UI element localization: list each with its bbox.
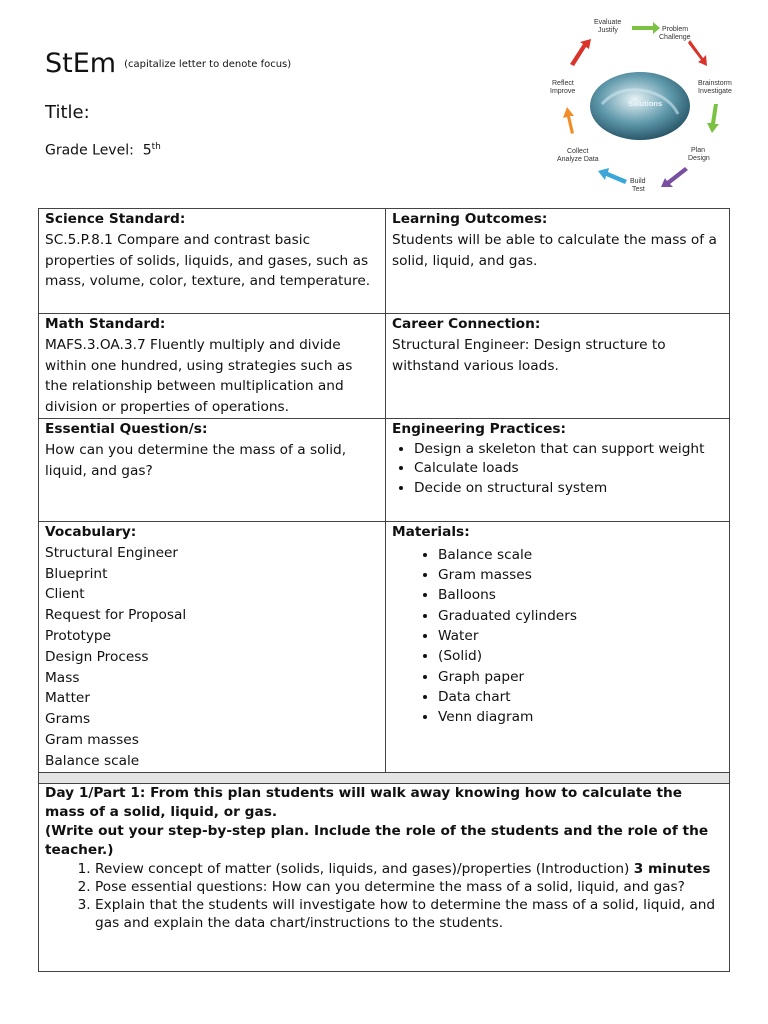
step-reflect-2: Improve xyxy=(550,88,576,95)
step-evaluate-2: Justify xyxy=(598,27,618,34)
header-stem xyxy=(45,48,291,79)
engineering-practices-heading: Engineering Practices: xyxy=(392,421,567,437)
career-connection-cell xyxy=(386,314,730,419)
math-standard-text: MAFS.3.OA.3.7 Fluently multiply and divide within one hundred, using strategies such as the relationship between multiplication and division or properties of operations. xyxy=(45,336,353,416)
list-item xyxy=(95,896,723,932)
list-item: Gram masses xyxy=(45,731,139,748)
career-connection-text: Structural Engineer: Design structure to withstand various loads. xyxy=(392,336,666,374)
step-text: Explain that the students will investigate how to determine the mass of a solid, liquid, and gas and explain the data chart/instructions to the students. xyxy=(95,896,716,931)
step-evaluate-1: Evaluate xyxy=(594,19,622,26)
list-item: • Data chart xyxy=(438,687,723,707)
math-standard-heading: Math Standard: xyxy=(45,316,166,332)
essential-question-heading: Essential Question/s: xyxy=(45,421,208,437)
essential-question-text: How can you determine the mass of a solid, liquid, and gas? xyxy=(45,441,347,479)
list-item: Request for Proposal xyxy=(45,607,187,624)
list-item xyxy=(95,878,723,896)
stem-note: (capitalize letter to denote focus) xyxy=(124,59,292,70)
day-plan-steps xyxy=(45,860,723,932)
day-plan-heading: Day 1/Part 1: From this plan students will walk away knowing how to calculate the mass of a solid, liquid, or gas. xyxy=(45,784,683,820)
grade-label: Grade Level: xyxy=(45,142,134,159)
learning-outcomes-cell xyxy=(386,209,730,314)
engineering-practices-list xyxy=(392,440,723,499)
step-plan-1: Plan xyxy=(691,147,706,154)
materials-list xyxy=(392,545,723,728)
list-item: Balance scale xyxy=(45,752,140,769)
step-duration: 3 minutes xyxy=(633,860,711,877)
list-item: Prototype xyxy=(45,627,112,644)
materials-heading: Materials: xyxy=(392,524,470,540)
title-label: Title: xyxy=(45,102,90,123)
science-standard-cell xyxy=(39,209,386,314)
grade-suffix: th xyxy=(151,142,161,152)
design-process-cycle xyxy=(540,14,740,199)
vocabulary-heading: Vocabulary: xyxy=(45,524,137,540)
learning-outcomes-heading: Learning Outcomes: xyxy=(392,211,548,227)
list-item: • Balance scale xyxy=(438,545,723,565)
learning-outcomes-text: Students will be able to calculate the mass of a solid, liquid, and gas. xyxy=(392,231,717,269)
day-plan-subheading: (Write out your step-by-step plan. Include the role of the students and the role of the teacher.) xyxy=(45,822,709,858)
list-item: Mass xyxy=(45,669,80,686)
step-collect-1: Collect xyxy=(567,148,589,155)
list-item: • Gram masses xyxy=(438,565,723,585)
step-brainstorm-2: Investigate xyxy=(698,88,732,95)
step-problem-2: Challenge xyxy=(659,34,691,41)
vocabulary-cell xyxy=(39,522,386,773)
arrow-purple xyxy=(661,167,688,187)
career-connection-heading: Career Connection: xyxy=(392,316,541,332)
arrow-green-top xyxy=(632,22,660,34)
arrow-blue xyxy=(598,168,627,184)
step-build-1: Build xyxy=(630,178,646,185)
arrow-green-right xyxy=(707,104,719,133)
section-divider xyxy=(39,772,730,783)
materials-cell xyxy=(386,522,730,773)
list-item: • Graduated cylinders xyxy=(438,606,723,626)
step-build-2: Test xyxy=(632,186,645,193)
list-item: Structural Engineer xyxy=(45,544,179,561)
engineering-practices-cell xyxy=(386,419,730,522)
list-item: Client xyxy=(45,586,85,603)
list-item: • Graph paper xyxy=(438,667,723,687)
lesson-plan-table xyxy=(38,208,730,972)
step-text: Review concept of matter (solids, liquids, and gases)/properties (Introduction) xyxy=(95,860,634,877)
list-item: Grams xyxy=(45,711,91,728)
list-item: • Balloons xyxy=(438,585,723,605)
day-plan-cell xyxy=(39,783,730,971)
grade-value: 5 xyxy=(142,142,152,159)
step-reflect-1: Reflect xyxy=(552,80,574,87)
arrow-orange xyxy=(563,107,574,134)
list-item: Blueprint xyxy=(45,565,108,582)
list-item: Matter xyxy=(45,690,90,707)
list-item: • Calculate loads xyxy=(414,459,723,479)
step-collect-2: Analyze Data xyxy=(557,156,599,163)
science-standard-text: SC.5.P.8.1 Compare and contrast basic properties of solids, liquids, and gases, such as mass, volume, color, texture, and temperature. xyxy=(45,231,371,290)
step-text: Pose essential questions: How can you determine the mass of a solid, liquid, and gas? xyxy=(95,878,685,895)
arrow-red-left xyxy=(570,39,591,66)
vocabulary-list xyxy=(45,543,379,772)
step-problem-1: Problem xyxy=(662,26,689,33)
list-item: • Water xyxy=(438,626,723,646)
list-item: • (Solid) xyxy=(438,646,723,666)
grade-level xyxy=(45,142,161,159)
step-brainstorm-1: Brainstorm xyxy=(698,80,732,87)
math-standard-cell xyxy=(39,314,386,419)
list-item: Design Process xyxy=(45,648,149,665)
stem-title: StEm xyxy=(45,48,117,79)
list-item xyxy=(95,860,723,878)
list-item: • Decide on structural system xyxy=(414,479,723,499)
list-item: • Design a skeleton that can support weight xyxy=(414,440,723,460)
essential-question-cell xyxy=(39,419,386,522)
arrow-red-right xyxy=(688,40,707,66)
science-standard-heading: Science Standard: xyxy=(45,211,186,227)
globe-label: Solutions xyxy=(628,99,663,108)
step-plan-2: Design xyxy=(688,155,710,162)
list-item: • Venn diagram xyxy=(438,707,723,727)
